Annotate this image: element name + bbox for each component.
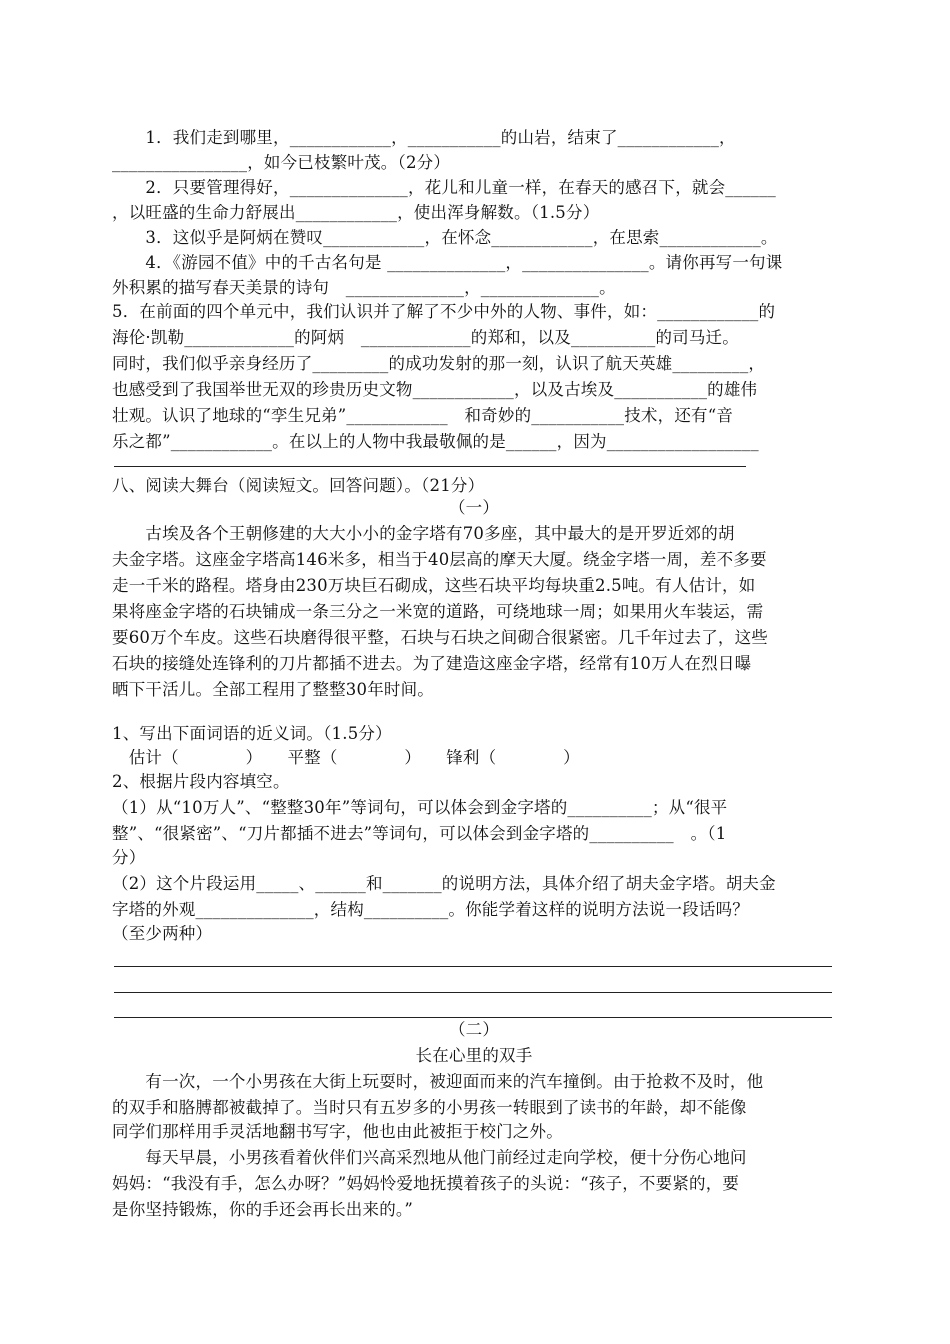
fill-line: 4．《游园不值》中的千古名句是 ______________，_______________。请你再写一句课 xyxy=(112,253,783,272)
question-2: 2、根据片段内容填空。 xyxy=(112,772,290,791)
fill-line: 乐之都”____________。在以上的人物中我最敬佩的是______，因为__________________ xyxy=(112,432,759,451)
question-2-2: （至少两种） xyxy=(112,924,213,943)
passage-line: 果将座金字塔的石块铺成一条三分之一米宽的道路，可绕地球一周；如果用火车装运，需 xyxy=(112,602,764,621)
passage-line: 夫金字塔。这座金字塔高146米多，相当于40层高的摩天大厦。绕金字塔一周，差不多要 xyxy=(112,550,767,569)
question-2-1: （1）从“10万人”、“整整30年”等词句，可以体会到金字塔的__________；从“很平 xyxy=(112,798,728,817)
fill-line: 外积累的描写春天美景的诗句 ______________，______________。 xyxy=(112,278,616,297)
answer-rule xyxy=(114,466,746,467)
question-1-words: 估计（ ） 平整（ ） 锋利（ ） xyxy=(112,748,580,767)
fill-line: 也感受到了我国举世无双的珍贵历史文物____________，以及古埃及___________的雄伟 xyxy=(112,380,758,399)
question-2-1: 分） xyxy=(112,848,146,867)
fill-line: 壮观。认识了地球的“孪生兄弟”____________ 和奇妙的___________技术，还有“音 xyxy=(112,406,734,425)
passage-line: 有一次，一个小男孩在大街上玩耍时，被迎面而来的汽车撞倒。由于抢救不及时，他 xyxy=(112,1072,764,1091)
question-1: 1、写出下面词语的近义词。（1.5分） xyxy=(112,724,392,743)
passage-line: 的双手和胳膊都被截掉了。当时只有五岁多的小男孩一转眼到了读书的年龄，却不能像 xyxy=(112,1098,747,1117)
fill-line: 海伦·凯勒_____________的阿炳 _____________的郑和，以及__________的司马迁。 xyxy=(112,328,739,347)
question-2-1: 整”、“很紧密”、“刀片都插不进去”等词句，可以体会到金字塔的__________ 。（1 xyxy=(112,824,727,843)
passage-line: 走一千米的路程。塔身由230万块巨石砌成，这些石块平均每块重2.5吨。有人估计，如 xyxy=(112,576,756,595)
section-heading: 八、阅读大舞台（阅读短文。回答问题）。（21分） xyxy=(112,476,485,495)
passage-line: 是你坚持锻炼，你的手还会再长出来的。” xyxy=(112,1200,413,1219)
fill-line: ________________，如今已枝繁叶茂。（2分） xyxy=(112,153,451,172)
passage-line: 石块的接缝处连锋利的刀片都插不进去。为了建造这座金字塔，经常有10万人在烈日曝 xyxy=(112,654,752,673)
fill-line: 1．我们走到哪里，____________，___________的山岩，结束了____________， xyxy=(112,128,736,147)
passage-line: 同学们那样用手灵活地翻书写字，他也由此被拒于校门之外。 xyxy=(112,1122,563,1141)
fill-line: 同时，我们似乎亲身经历了_________的成功发射的那一刻，认识了航天英雄_________， xyxy=(112,354,766,373)
passage-line: 每天早晨，小男孩看着伙伴们兴高采烈地从他门前经过走向学校，便十分伤心地问 xyxy=(112,1148,747,1167)
passage-line: 妈妈：“我没有手，怎么办呀？”妈妈怜爱地抚摸着孩子的头说：“孩子，不要紧的，要 xyxy=(112,1174,740,1193)
question-2-2: （2）这个片段运用_____、______和_______的说明方法，具体介绍了胡夫金字塔。胡夫金 xyxy=(112,874,776,893)
answer-rule xyxy=(114,992,832,993)
fill-line: 3．这似乎是阿炳在赞叹____________，在怀念____________，在思索____________。 xyxy=(112,228,778,247)
fill-line: 5．在前面的四个单元中，我们认识并了解了不少中外的人物、事件，如：____________的 xyxy=(112,302,776,321)
fill-line: ，以旺盛的生命力舒展出____________，使出浑身解数。（1.5分） xyxy=(112,203,600,222)
answer-rule xyxy=(114,966,832,967)
passage-line: 晒下干活儿。全部工程用了整整30年时间。 xyxy=(112,680,434,699)
passage-line: 要60万个车皮。这些石块磨得很平整，石块与石块之间砌合很紧密。几千年过去了，这些 xyxy=(112,628,768,647)
fill-line: 2．只要管理得好，______________，花儿和儿童一样，在春天的感召下，就会______ xyxy=(112,178,776,197)
question-2-2: 字塔的外观______________，结构__________。你能学着这样的说明方法说一段话吗？ xyxy=(112,900,749,919)
part-label: （二） xyxy=(448,1020,500,1039)
passage-title: 长在心里的双手 xyxy=(415,1046,533,1065)
passage-line: 古埃及各个王朝修建的大大小小的金字塔有70多座，其中最大的是开罗近郊的胡 xyxy=(112,524,735,543)
part-label: （一） xyxy=(448,498,500,517)
